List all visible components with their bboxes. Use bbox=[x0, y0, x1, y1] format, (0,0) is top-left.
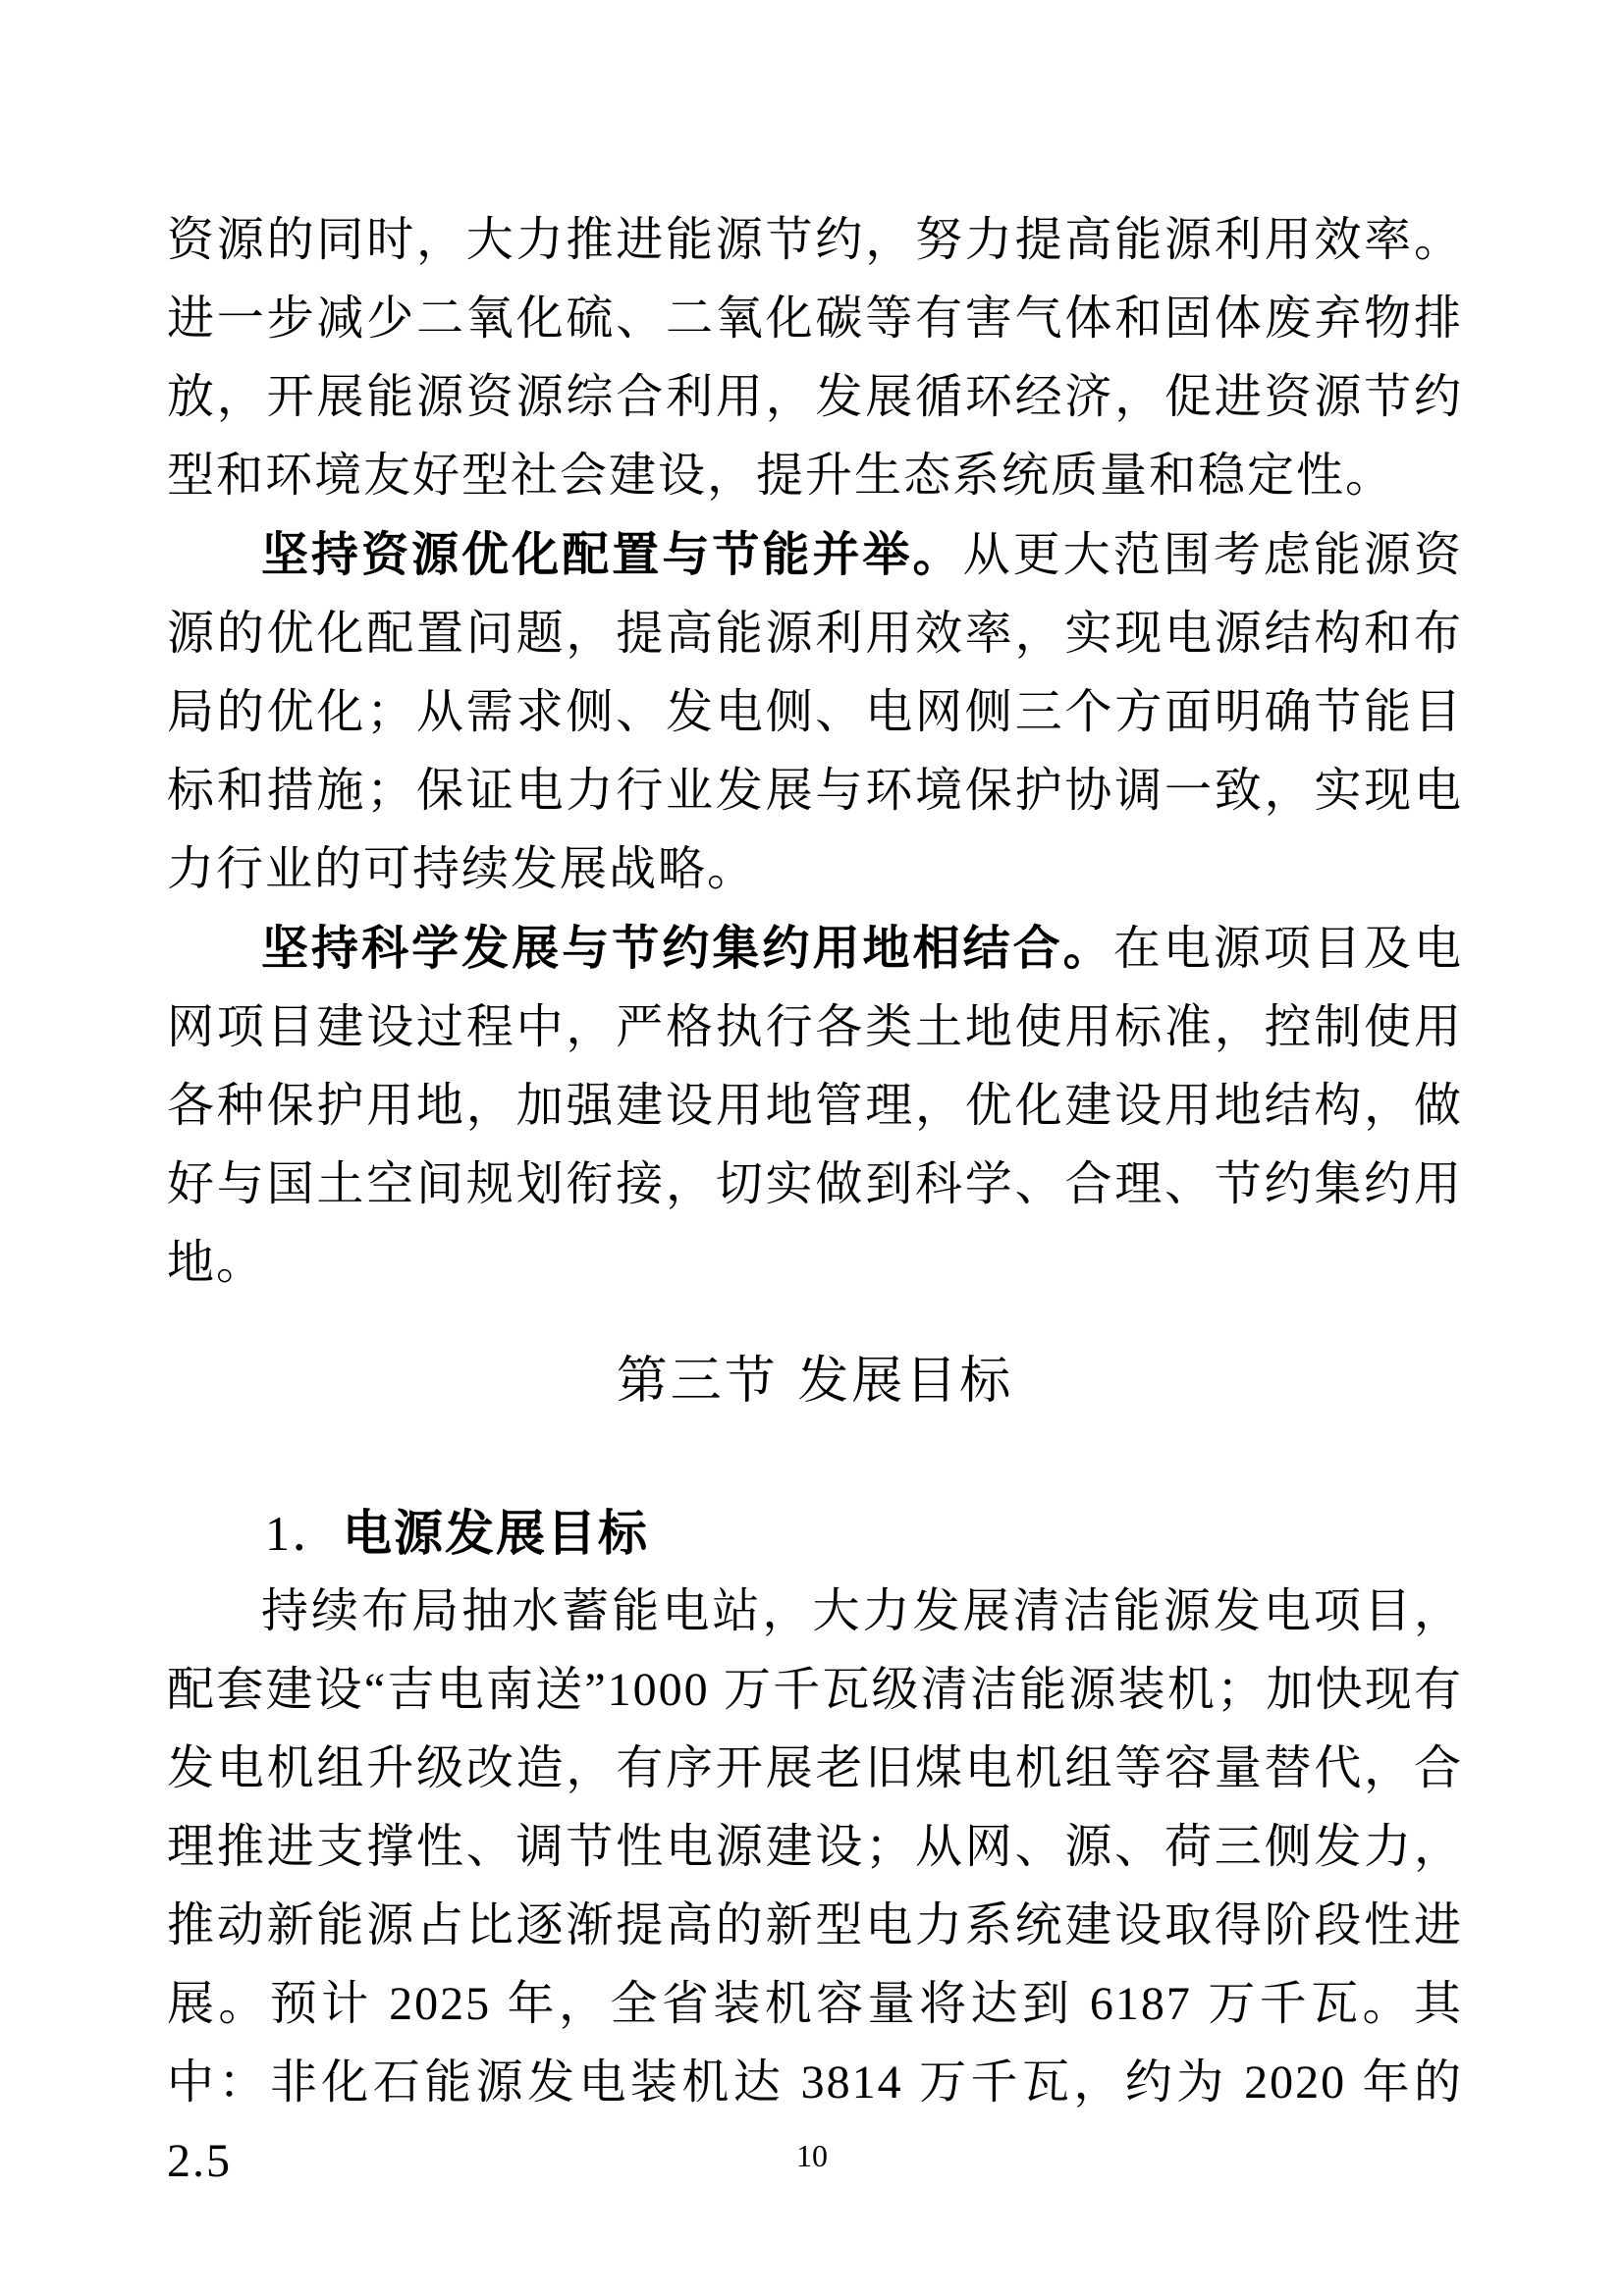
paragraph-power-development-target: 持续布局抽水蓄能电站，大力发展清洁能源发电项目，配套建设“吉电南送”1000 万千瓦级清洁能源装机；加快现有发电机组升级改造，有序开展老旧煤电机组等容量替代，合理推进支撑性、调节性电源建设；从网、源、荷三侧发力，推动新能源占比逐渐提高的新型电力系统建设取得阶段性进展。预计 2025 年，全省装机容量将达到 6187 万千瓦。其中：非化石能源发电装机达 3814 万千瓦，约为 2020 年的 2.5 bbox=[167, 1585, 1463, 2187]
paragraph-land-use-text: 在电源项目及电网项目建设过程中，严格执行各类土地使用标准，控制使用各种保护用地，加强建设用地管理，优化建设用地结构，做好与国土空间规划衔接，切实做到科学、合理、节约集约用地。 bbox=[167, 923, 1463, 1289]
page-content bbox=[167, 201, 1463, 2201]
page-footer bbox=[0, 2138, 1624, 2173]
paragraph-land-use bbox=[167, 909, 1463, 1303]
subsection-title: 电源发展目标 bbox=[343, 1505, 649, 1562]
paragraph-resource-allocation bbox=[167, 515, 1463, 909]
page-number: 10 bbox=[796, 2138, 828, 2173]
bold-lead-resource-allocation: 坚持资源优化配置与节能并举。 bbox=[261, 527, 963, 582]
subsection-number: 1． bbox=[265, 1506, 343, 1561]
subsection-heading bbox=[167, 1494, 1463, 1573]
bold-lead-land-use: 坚持科学发展与节约集约用地相结合。 bbox=[261, 921, 1113, 976]
section-heading: 第三节 发展目标 bbox=[616, 1352, 1014, 1411]
paragraph-energy-saving-continuation: 资源的同时，大力推进能源节约，努力提高能源利用效率。进一步减少二氧化硫、二氧化碳等有害气体和固体废弃物排放，开展能源资源综合利用，发展循环经济，促进资源节约型和环境友好型社会建设，提升生态系统质量和稳定性。 bbox=[167, 214, 1463, 502]
paragraph-resource-allocation-text: 从更大范围考虑能源资源的优化配置问题，提高能源利用效率，实现电源结构和布局的优化；从需求侧、发电侧、电网侧三个方面明确节能目标和措施；保证电力行业发展与环境保护协调一致，实现电力行业的可持续发展战略。 bbox=[167, 529, 1463, 895]
